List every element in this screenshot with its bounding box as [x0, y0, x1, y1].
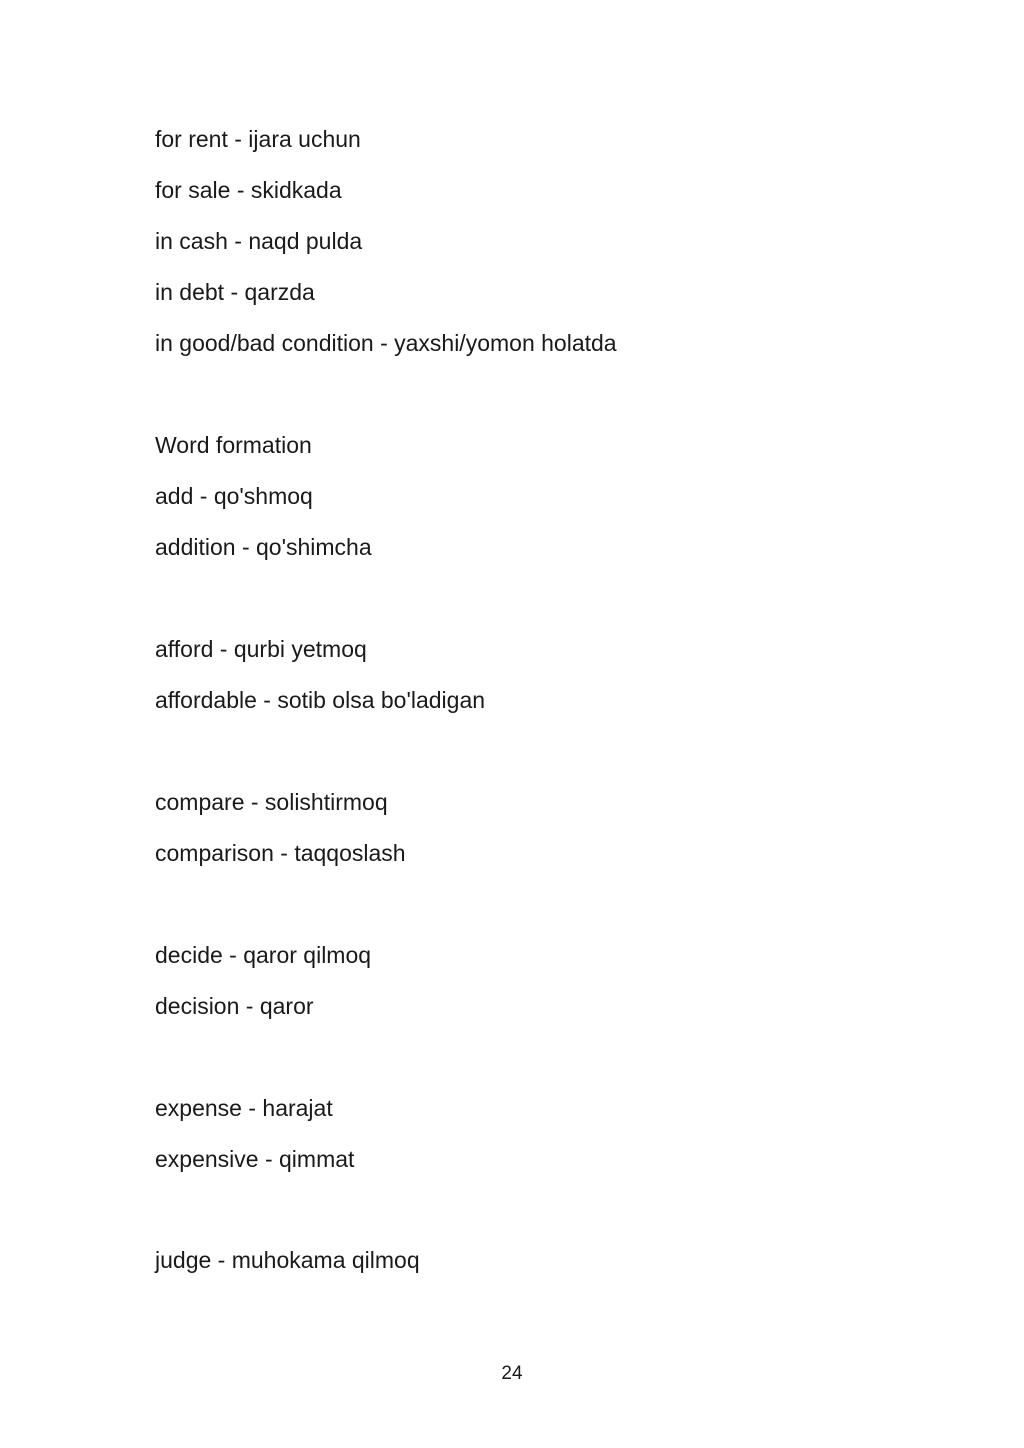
vocab-line: expensive - qimmat — [155, 1146, 355, 1172]
vocab-line: add - qo'shmoq — [155, 483, 313, 509]
section-heading-word-formation: Word formation — [155, 432, 312, 458]
vocab-line: for sale - skidkada — [155, 177, 342, 203]
vocab-line: affordable - sotib olsa bo'ladigan — [155, 687, 486, 713]
vocab-line: in debt - qarzda — [155, 279, 315, 305]
vocab-line: expense - harajat — [155, 1095, 333, 1121]
vocab-line: compare - solishtirmoq — [155, 789, 388, 815]
vocab-line: judge - muhokama qilmoq — [155, 1247, 420, 1273]
vocab-line: in cash - naqd pulda — [155, 228, 363, 254]
vocab-line: decide - qaror qilmoq — [155, 942, 372, 968]
vocab-line: in good/bad condition - yaxshi/yomon holatda — [155, 330, 617, 356]
vocab-line: comparison - taqqoslash — [155, 840, 406, 866]
vocab-line: addition - qo'shimcha — [155, 534, 372, 560]
vocab-line: afford - qurbi yetmoq — [155, 636, 367, 662]
vocab-line: for rent - ijara uchun — [155, 126, 361, 152]
vocab-line: decision - qaror — [155, 993, 314, 1019]
page-number: 24 — [501, 1363, 523, 1384]
